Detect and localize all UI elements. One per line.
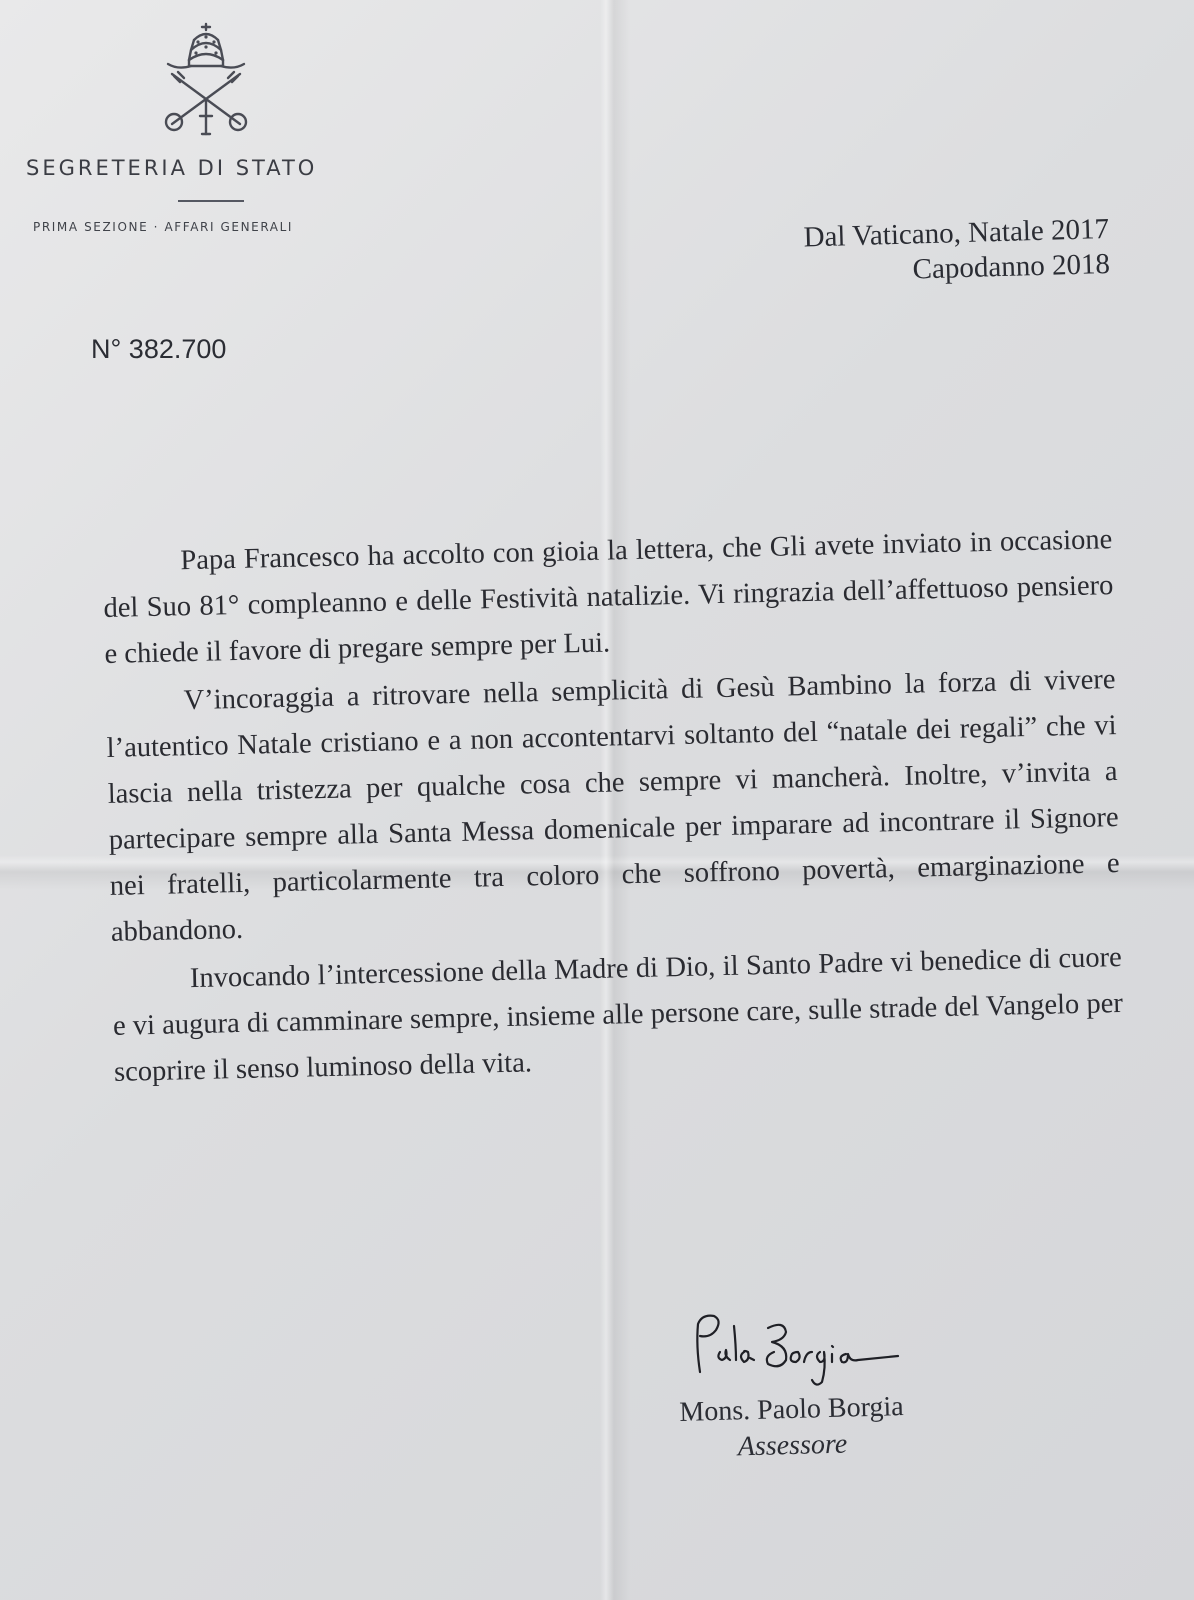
office-section: PRIMA SEZIONE · AFFARI GENERALI (33, 220, 294, 234)
letter-date (803, 212, 1110, 291)
papal-crest-icon (158, 20, 254, 138)
protocol-number: N° 382.700 (91, 334, 227, 364)
letterhead-divider (178, 200, 244, 202)
date-line-1: Dal Vaticano, Natale 2017 (802, 212, 1109, 254)
letter-body (102, 517, 1124, 1096)
body-paragraph-3: Invocando l’intercessione della Madre di Dio, il Santo Padre vi benedice di cuore e vi augura di camminare sempre, insieme alle persone care, sulle strade del Vangelo per scoprire il senso luminoso della vita. (112, 941, 1124, 1088)
signatory-name: Mons. Paolo Borgia (679, 1391, 905, 1428)
body-paragraph-2: V’incoraggia a ritrovare nella semplicità di Gesù Bambino la forza di vivere l’autentico Natale cristiano e a non accontentarvi soltanto del “natale dei regali” che vi lascia nella tristezza per qualche cosa che sempre vi mancherà. Inoltre, v’invita a partecipare sempre alla Santa Messa domenicale per imparare ad incontrare il Signore nei fratelli, particolarmente tra coloro che soffrono povertà, emarginazione e abbandono. (106, 664, 1120, 948)
body-paragraph-1: Papa Francesco ha accolto con gioia la lettera, che Gli avete inviato in occasione del Suo 81° compleanno e delle Festività natalizie. Vi ringrazia dell’affettuoso pensiero e chiede il favore di pregare sempre per Lui. (103, 524, 1114, 670)
handwritten-signature (688, 1306, 908, 1396)
signatory-title: Assessore (737, 1428, 848, 1463)
signatory (656, 1388, 928, 1467)
date-line-2: Capodanno 2018 (911, 247, 1110, 286)
office-title: SEGRETERIA DI STATO (26, 156, 318, 180)
